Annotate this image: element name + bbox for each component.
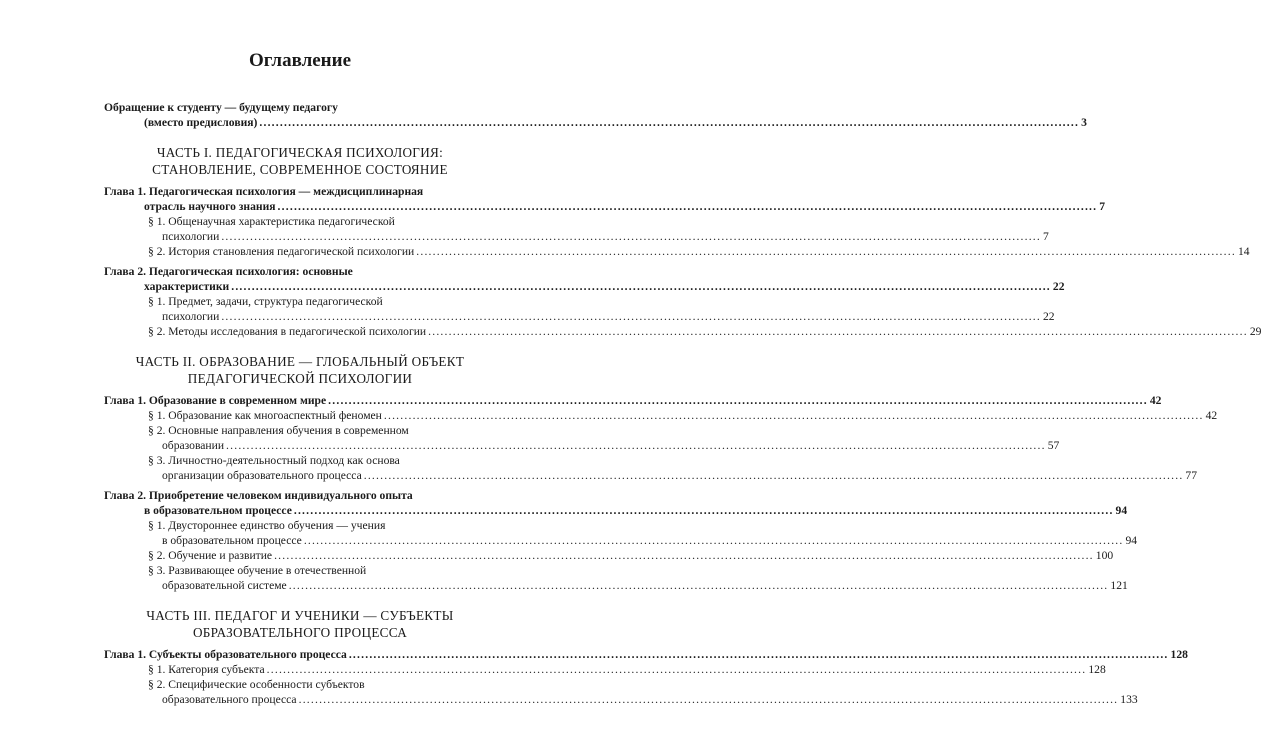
page-number: 133 xyxy=(1120,693,1138,706)
toc-entry-text: § 1. Предмет, задачи, структура педагогической xyxy=(148,295,383,308)
page-number: 94 xyxy=(1115,504,1128,517)
table-of-contents xyxy=(104,100,1261,707)
page-number: 14 xyxy=(1237,245,1250,258)
page-number: 22 xyxy=(1052,280,1065,293)
page-number: 29 xyxy=(1249,325,1261,338)
part-heading-line: ОБРАЗОВАТЕЛЬНОГО ПРОЦЕССА xyxy=(192,625,408,640)
toc-section[interactable] xyxy=(148,518,1138,548)
leader-dots: ........................................................................................................................................................................................................ xyxy=(221,310,1041,323)
page-number: 128 xyxy=(1170,648,1188,661)
page-number: 3 xyxy=(1081,116,1087,129)
toc-section[interactable] xyxy=(148,294,1055,324)
toc-chapter[interactable] xyxy=(104,488,1128,518)
toc-entry-text: образовательного процесса xyxy=(162,693,297,706)
leader-dots: ........................................................................................................................................................................................................ xyxy=(231,280,1051,293)
page-number: 121 xyxy=(1110,579,1128,592)
toc-entry-text: § 1. Категория субъекта xyxy=(148,663,265,676)
part-heading-line: СТАНОВЛЕНИЕ, СОВРЕМЕННОЕ СОСТОЯНИЕ xyxy=(152,162,448,177)
toc-entry-text: § 2. Методы исследования в педагогической психологии xyxy=(148,325,427,338)
toc-entry-text: образовании xyxy=(162,439,225,452)
toc-entry-text: § 1. Общенаучная характеристика педагогической xyxy=(148,215,395,228)
toc-chapter[interactable] xyxy=(104,647,1188,662)
toc-section[interactable] xyxy=(148,662,1106,677)
leader-dots: ........................................................................................................................................................................................................ xyxy=(293,504,1114,517)
toc-entry-text: отрасль научного знания xyxy=(144,200,276,213)
page-number: 7 xyxy=(1099,200,1106,213)
toc-section[interactable] xyxy=(148,548,1114,563)
leader-dots: ........................................................................................................................................................................................................ xyxy=(288,579,1109,592)
leader-dots: ........................................................................................................................................................................................................ xyxy=(416,245,1236,258)
leader-dots: ........................................................................................................................................................................................................ xyxy=(266,663,1087,676)
leader-dots: ........................................................................................................................................................................................................ xyxy=(383,409,1204,422)
page-title: Оглавление xyxy=(248,50,352,71)
toc-entry-text: Глава 1. Субъекты образовательного процесса xyxy=(104,648,347,661)
page-number: 42 xyxy=(1205,409,1218,422)
leader-dots: ........................................................................................................................................................................................................ xyxy=(363,469,1184,482)
toc-entry-text: (вместо предисловия) xyxy=(144,116,258,129)
toc-section[interactable] xyxy=(148,408,1218,423)
toc-entry-text: Глава 2. Педагогическая психология: основные xyxy=(104,265,353,278)
leader-dots: ........................................................................................................................................................................................................ xyxy=(277,200,1098,213)
toc-entry-text: § 3. Личностно-деятельностный подход как основа xyxy=(148,454,400,467)
toc-entry-text: психологии xyxy=(162,310,220,323)
toc-entry-text: организации образовательного процесса xyxy=(162,469,362,482)
leader-dots: ........................................................................................................................................................................................................ xyxy=(303,534,1124,547)
toc-chapter[interactable] xyxy=(104,393,1162,408)
toc-entry-text: в образовательном процессе xyxy=(162,534,302,547)
toc-entry-text: Глава 1. Педагогическая психология — междисциплинарная xyxy=(104,185,424,198)
toc-entry-text: § 2. Основные направления обучения в современном xyxy=(148,424,409,437)
toc-section[interactable] xyxy=(148,453,1198,483)
part-heading-3 xyxy=(104,607,496,641)
page-number: 94 xyxy=(1125,534,1138,547)
leader-dots: ........................................................................................................................................................................................................ xyxy=(226,439,1046,452)
toc-entry-text: § 1. Образование как многоаспектный феномен xyxy=(148,409,382,422)
leader-dots: ........................................................................................................................................................................................................ xyxy=(274,549,1094,562)
toc-section[interactable] xyxy=(148,244,1250,259)
toc-entry-text: в образовательном процессе xyxy=(144,504,292,517)
part-heading-2 xyxy=(104,353,496,387)
toc-section[interactable] xyxy=(148,324,1261,339)
toc-entry-text: § 2. История становления педагогической психологии xyxy=(148,245,415,258)
toc-chapter[interactable] xyxy=(104,264,1065,294)
leader-dots: ........................................................................................................................................................................................................ xyxy=(221,230,1041,243)
toc-entry-text: психологии xyxy=(162,230,220,243)
page-number: 100 xyxy=(1095,549,1114,562)
toc-entry-text: § 3. Развивающее обучение в отечественной xyxy=(148,564,367,577)
toc-entry-text: § 2. Обучение и развитие xyxy=(148,549,273,562)
page-number: 77 xyxy=(1185,469,1198,482)
part-heading-1 xyxy=(104,144,496,178)
toc-entry-text: Обращение к студенту — будущему педагогу xyxy=(104,101,338,114)
leader-dots: ........................................................................................................................................................................................................ xyxy=(298,693,1119,706)
toc-entry-text: Глава 2. Приобретение человеком индивидуального опыта xyxy=(104,489,413,502)
leader-dots: ........................................................................................................................................................................................................ xyxy=(428,325,1248,338)
leader-dots: ........................................................................................................................................................................................................ xyxy=(259,116,1080,129)
toc-section[interactable] xyxy=(148,563,1128,593)
part-heading-line: ЧАСТЬ II. ОБРАЗОВАНИЕ — ГЛОБАЛЬНЫЙ ОБЪЕКТ xyxy=(135,354,465,369)
toc-chapter[interactable] xyxy=(104,184,1106,214)
page-number: 42 xyxy=(1149,394,1162,407)
page-number: 22 xyxy=(1043,310,1055,323)
leader-dots: ........................................................................................................................................................................................................ xyxy=(328,394,1148,407)
toc-entry-text: характеристики xyxy=(144,280,230,293)
part-heading-line: ЧАСТЬ III. ПЕДАГОГ И УЧЕНИКИ — СУБЪЕКТЫ xyxy=(146,608,454,623)
part-heading-line: ЧАСТЬ I. ПЕДАГОГИЧЕСКАЯ ПСИХОЛОГИЯ: xyxy=(156,145,444,160)
toc-entry-intro[interactable] xyxy=(104,100,1087,130)
leader-dots: ........................................................................................................................................................................................................ xyxy=(348,648,1169,661)
toc-entry-text: § 2. Специфические особенности субъектов xyxy=(148,678,365,691)
toc-entry-text: образовательной системе xyxy=(162,579,287,592)
toc-section[interactable] xyxy=(148,423,1060,453)
part-heading-line: ПЕДАГОГИЧЕСКОЙ ПСИХОЛОГИИ xyxy=(187,371,413,386)
toc-section[interactable] xyxy=(148,214,1049,244)
toc-section[interactable] xyxy=(148,677,1138,707)
page-number: 128 xyxy=(1088,663,1106,676)
page-number: 57 xyxy=(1047,439,1060,452)
toc-entry-text: Глава 1. Образование в современном мире xyxy=(104,394,327,407)
page-number: 7 xyxy=(1043,230,1049,243)
toc-entry-text: § 1. Двустороннее единство обучения — учения xyxy=(148,519,386,532)
